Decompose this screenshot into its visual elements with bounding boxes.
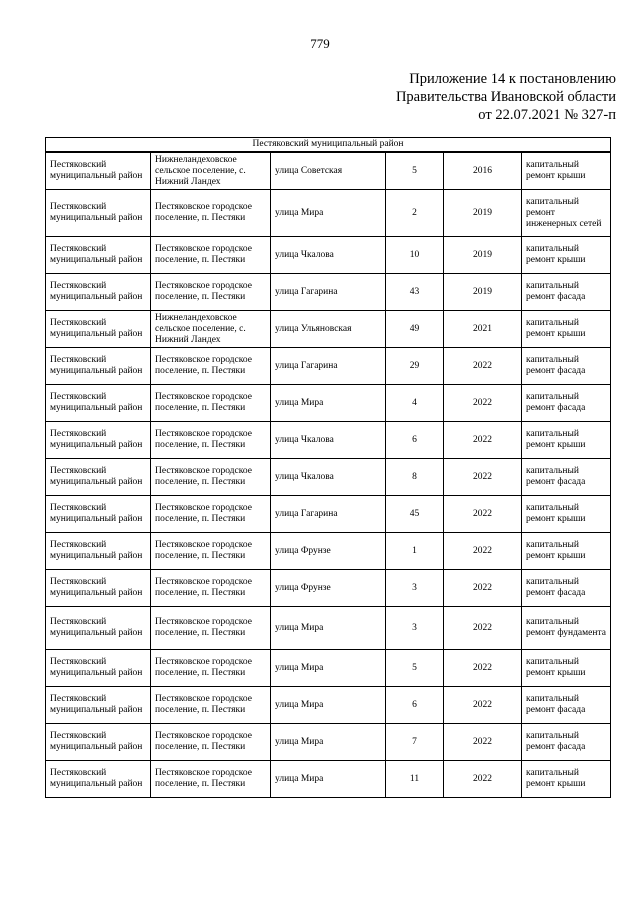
year-cell: 2022: [444, 650, 522, 687]
street-cell: улица Гагарина: [271, 348, 386, 385]
table-row: [46, 422, 611, 459]
settlement-cell: Пестяковское городское поселение, п. Пестяки: [151, 650, 271, 687]
district-cell: Пестяковский муниципальный район: [46, 724, 151, 761]
work-type-cell: капитальный ремонт фундамента: [522, 607, 611, 650]
district-cell: Пестяковский муниципальный район: [46, 237, 151, 274]
table-row: [46, 724, 611, 761]
table-row: [46, 152, 611, 190]
settlement-cell: Пестяковское городское поселение, п. Пестяки: [151, 607, 271, 650]
settlement-cell: Пестяковское городское поселение, п. Пестяки: [151, 348, 271, 385]
street-cell: улица Мира: [271, 761, 386, 798]
region-header: Пестяковский муниципальный район: [46, 138, 611, 153]
year-cell: 2019: [444, 237, 522, 274]
table-row: [46, 496, 611, 533]
year-cell: 2022: [444, 348, 522, 385]
house-number-cell: 49: [386, 311, 444, 348]
work-type-cell: капитальный ремонт инженерных сетей: [522, 190, 611, 237]
house-number-cell: 5: [386, 650, 444, 687]
house-number-cell: 5: [386, 152, 444, 190]
district-cell: Пестяковский муниципальный район: [46, 274, 151, 311]
street-cell: улица Ульяновская: [271, 311, 386, 348]
year-cell: 2022: [444, 570, 522, 607]
work-type-cell: капитальный ремонт крыши: [522, 152, 611, 190]
district-cell: Пестяковский муниципальный район: [46, 570, 151, 607]
year-cell: 2019: [444, 274, 522, 311]
work-type-cell: капитальный ремонт фасада: [522, 348, 611, 385]
table-row: [46, 761, 611, 798]
house-number-cell: 4: [386, 385, 444, 422]
house-number-cell: 3: [386, 607, 444, 650]
street-cell: улица Гагарина: [271, 274, 386, 311]
settlement-cell: Пестяковское городское поселение, п. Пестяки: [151, 496, 271, 533]
street-cell: улица Чкалова: [271, 237, 386, 274]
work-type-cell: капитальный ремонт фасада: [522, 385, 611, 422]
year-cell: 2022: [444, 607, 522, 650]
settlement-cell: Пестяковское городское поселение, п. Пестяки: [151, 570, 271, 607]
street-cell: улица Советская: [271, 152, 386, 190]
table-row: [46, 533, 611, 570]
district-cell: Пестяковский муниципальный район: [46, 761, 151, 798]
house-number-cell: 3: [386, 570, 444, 607]
appendix-header: [396, 70, 616, 124]
settlement-cell: Пестяковское городское поселение, п. Пестяки: [151, 190, 271, 237]
work-type-cell: капитальный ремонт крыши: [522, 311, 611, 348]
work-type-cell: капитальный ремонт фасада: [522, 724, 611, 761]
settlement-cell: Пестяковское городское поселение, п. Пестяки: [151, 459, 271, 496]
district-cell: Пестяковский муниципальный район: [46, 496, 151, 533]
house-number-cell: 29: [386, 348, 444, 385]
year-cell: 2022: [444, 385, 522, 422]
work-type-cell: капитальный ремонт фасада: [522, 570, 611, 607]
street-cell: улица Чкалова: [271, 422, 386, 459]
settlement-cell: Пестяковское городское поселение, п. Пестяки: [151, 274, 271, 311]
appendix-line-1: Приложение 14 к постановлению: [409, 71, 616, 87]
settlement-cell: Пестяковское городское поселение, п. Пестяки: [151, 422, 271, 459]
house-number-cell: 43: [386, 274, 444, 311]
table-row: [46, 607, 611, 650]
settlement-cell: Пестяковское городское поселение, п. Пестяки: [151, 761, 271, 798]
district-cell: Пестяковский муниципальный район: [46, 190, 151, 237]
house-number-cell: 10: [386, 237, 444, 274]
table-row: [46, 385, 611, 422]
year-cell: 2022: [444, 724, 522, 761]
year-cell: 2021: [444, 311, 522, 348]
table-row: [46, 570, 611, 607]
work-type-cell: капитальный ремонт крыши: [522, 496, 611, 533]
year-cell: 2022: [444, 687, 522, 724]
table-row: [46, 311, 611, 348]
work-type-cell: капитальный ремонт крыши: [522, 422, 611, 459]
table-row: [46, 650, 611, 687]
settlement-cell: Нижнеландеховское сельское поселение, с. Нижний Ландех: [151, 152, 271, 190]
year-cell: 2022: [444, 422, 522, 459]
region-header-row: [46, 138, 611, 153]
district-cell: Пестяковский муниципальный район: [46, 650, 151, 687]
district-cell: Пестяковский муниципальный район: [46, 311, 151, 348]
district-cell: Пестяковский муниципальный район: [46, 385, 151, 422]
district-cell: Пестяковский муниципальный район: [46, 459, 151, 496]
house-number-cell: 2: [386, 190, 444, 237]
street-cell: улица Мира: [271, 190, 386, 237]
work-type-cell: капитальный ремонт крыши: [522, 761, 611, 798]
house-number-cell: 7: [386, 724, 444, 761]
page-number: 779: [310, 36, 330, 51]
district-cell: Пестяковский муниципальный район: [46, 152, 151, 190]
appendix-line-3: от 22.07.2021 № 327-п: [478, 107, 616, 123]
settlement-cell: Пестяковское городское поселение, п. Пестяки: [151, 385, 271, 422]
year-cell: 2022: [444, 459, 522, 496]
settlement-cell: Нижнеландеховское сельское поселение, с. Нижний Ландех: [151, 311, 271, 348]
district-cell: Пестяковский муниципальный район: [46, 422, 151, 459]
year-cell: 2022: [444, 496, 522, 533]
district-cell: Пестяковский муниципальный район: [46, 533, 151, 570]
year-cell: 2016: [444, 152, 522, 190]
year-cell: 2022: [444, 761, 522, 798]
street-cell: улица Мира: [271, 385, 386, 422]
work-type-cell: капитальный ремонт фасада: [522, 687, 611, 724]
street-cell: улица Гагарина: [271, 496, 386, 533]
work-type-cell: капитальный ремонт крыши: [522, 533, 611, 570]
house-number-cell: 1: [386, 533, 444, 570]
year-cell: 2019: [444, 190, 522, 237]
street-cell: улица Мира: [271, 687, 386, 724]
street-cell: улица Мира: [271, 650, 386, 687]
work-type-cell: капитальный ремонт фасада: [522, 274, 611, 311]
table-body: [46, 138, 611, 798]
district-cell: Пестяковский муниципальный район: [46, 607, 151, 650]
district-cell: Пестяковский муниципальный район: [46, 348, 151, 385]
table-row: [46, 190, 611, 237]
settlement-cell: Пестяковское городское поселение, п. Пестяки: [151, 237, 271, 274]
street-cell: улица Фрунзе: [271, 533, 386, 570]
appendix-line-2: Правительства Ивановской области: [395, 89, 616, 105]
housing-registry-table: [45, 137, 611, 798]
settlement-cell: Пестяковское городское поселение, п. Пестяки: [151, 687, 271, 724]
work-type-cell: капитальный ремонт крыши: [522, 650, 611, 687]
house-number-cell: 45: [386, 496, 444, 533]
street-cell: улица Чкалова: [271, 459, 386, 496]
settlement-cell: Пестяковское городское поселение, п. Пестяки: [151, 724, 271, 761]
work-type-cell: капитальный ремонт фасада: [522, 459, 611, 496]
house-number-cell: 11: [386, 761, 444, 798]
street-cell: улица Фрунзе: [271, 570, 386, 607]
year-cell: 2022: [444, 533, 522, 570]
street-cell: улица Мира: [271, 724, 386, 761]
table-row: [46, 687, 611, 724]
table-row: [46, 274, 611, 311]
house-number-cell: 6: [386, 422, 444, 459]
table-row: [46, 237, 611, 274]
house-number-cell: 6: [386, 687, 444, 724]
table-row: [46, 459, 611, 496]
district-cell: Пестяковский муниципальный район: [46, 687, 151, 724]
house-number-cell: 8: [386, 459, 444, 496]
work-type-cell: капитальный ремонт крыши: [522, 237, 611, 274]
street-cell: улица Мира: [271, 607, 386, 650]
settlement-cell: Пестяковское городское поселение, п. Пестяки: [151, 533, 271, 570]
table-row: [46, 348, 611, 385]
